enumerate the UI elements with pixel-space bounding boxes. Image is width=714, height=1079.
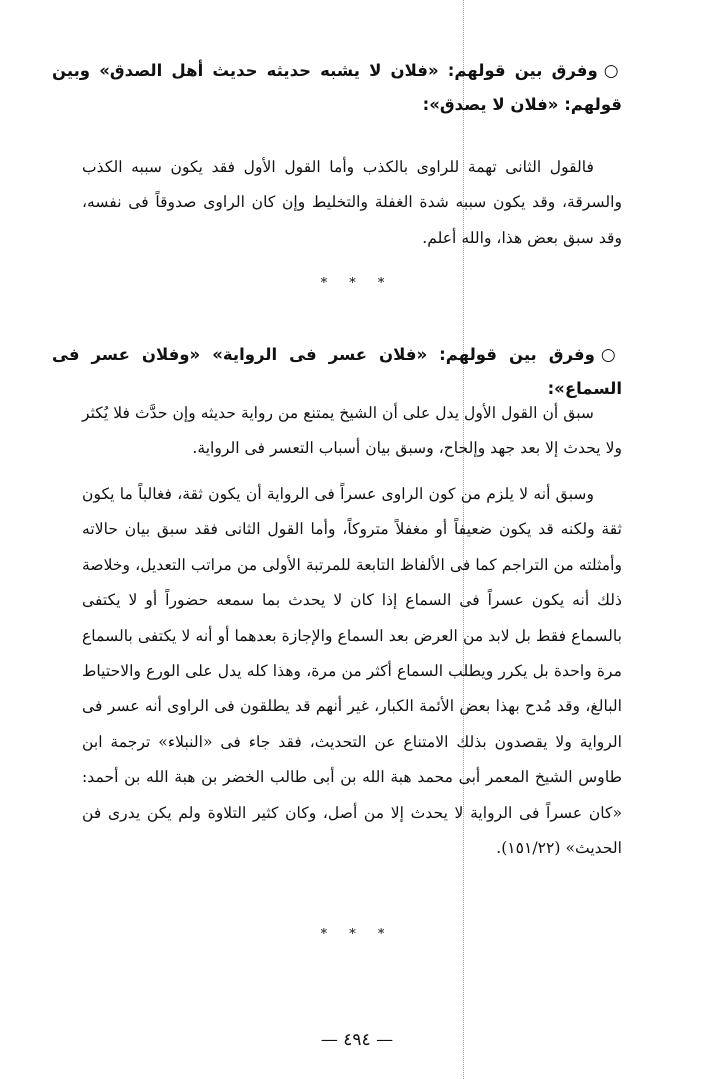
section-heading-2-text: وفرق بين قولهم: «فلان عسر فى الرواية» «وفلان عسر فى السماع»: [52, 345, 622, 398]
section-heading-1-text: وفرق بين قولهم: «فلان لا يشبه حديثه حديث أهل الصدق» وبين قولهم: «فلان لا يصدق»: [52, 61, 622, 114]
section-2-paragraph-1: سبق أن القول الأول يدل على أن الشيخ يمتنع من رواية حديثه وإن حدَّث فلا يُكثر ولا يحدث إلا بعد جهد وإلحاح، وسبق بيان أسباب التعسر فى الرواية. [82, 404, 622, 458]
separator-stars-2: * * * [320, 927, 394, 942]
bullet-circle-icon: ○ [600, 345, 622, 365]
section-1-paragraph: فالقول الثانى تهمة للراوى بالكذب وأما القول الأول فقد يكون سببه الكذب والسرقة، وقد يكون سببه شدة الغفلة والتخليط وإن كان الراوى صدوقاً فى نفسه، وقد سبق بعض هذا، والله أعلم. [82, 158, 622, 247]
separator-stars-1: * * * [320, 276, 394, 291]
section-heading-1 [52, 54, 622, 122]
section-2-paragraph-2: وسبق أنه لا يلزم من كون الراوى عسراً فى الرواية أن يكون ثقة، فغالباً ما يكون ثقة ولكنه قد يكون ضعيفاً أو مغفلاً متروكاً، وأما القول الثانى فقد سبق بيان حالاته وأمثلته من التراجم كما فى الألفاظ التابعة للمرتبة الأولى من مراتب التعديل، وخلاصة ذلك أنه يكون عسراً فى السماع إذا كان لا يحدث بما سمعه حضوراً أو لا يكتفى بالسماع فقط بل لابد من العرض بعد السماع والإجازة بعدهما أو أنه لا يكتفى بالسماع مرة واحدة بل يكرر ويطلب السماع أكثر من مرة، وهذا كله يدل على الورع والاحتياط البالغ، وقد مُدح بهذا بعض الأئمة الكبار، غير أنهم قد يطلقون فى الراوى أنه عسر فى الرواية ولا يقصدون بذلك الامتناع عن التحديث، فقد جاء فى «النبلاء» ترجمة ابن طاوس الشيخ المعمر أبى محمد هبة الله بن أبى طالب الخضر بن هبة الله بن أحمد: «كان عسراً فى الرواية لا يحدث إلا من أصل، وكان كثير التلاوة ولم يكن يدرى فن الحديث» (١٥١/٢٢). [82, 485, 622, 858]
page-number: — ٤٩٤ — [320, 1030, 394, 1050]
bullet-circle-icon: ○ [603, 61, 622, 81]
